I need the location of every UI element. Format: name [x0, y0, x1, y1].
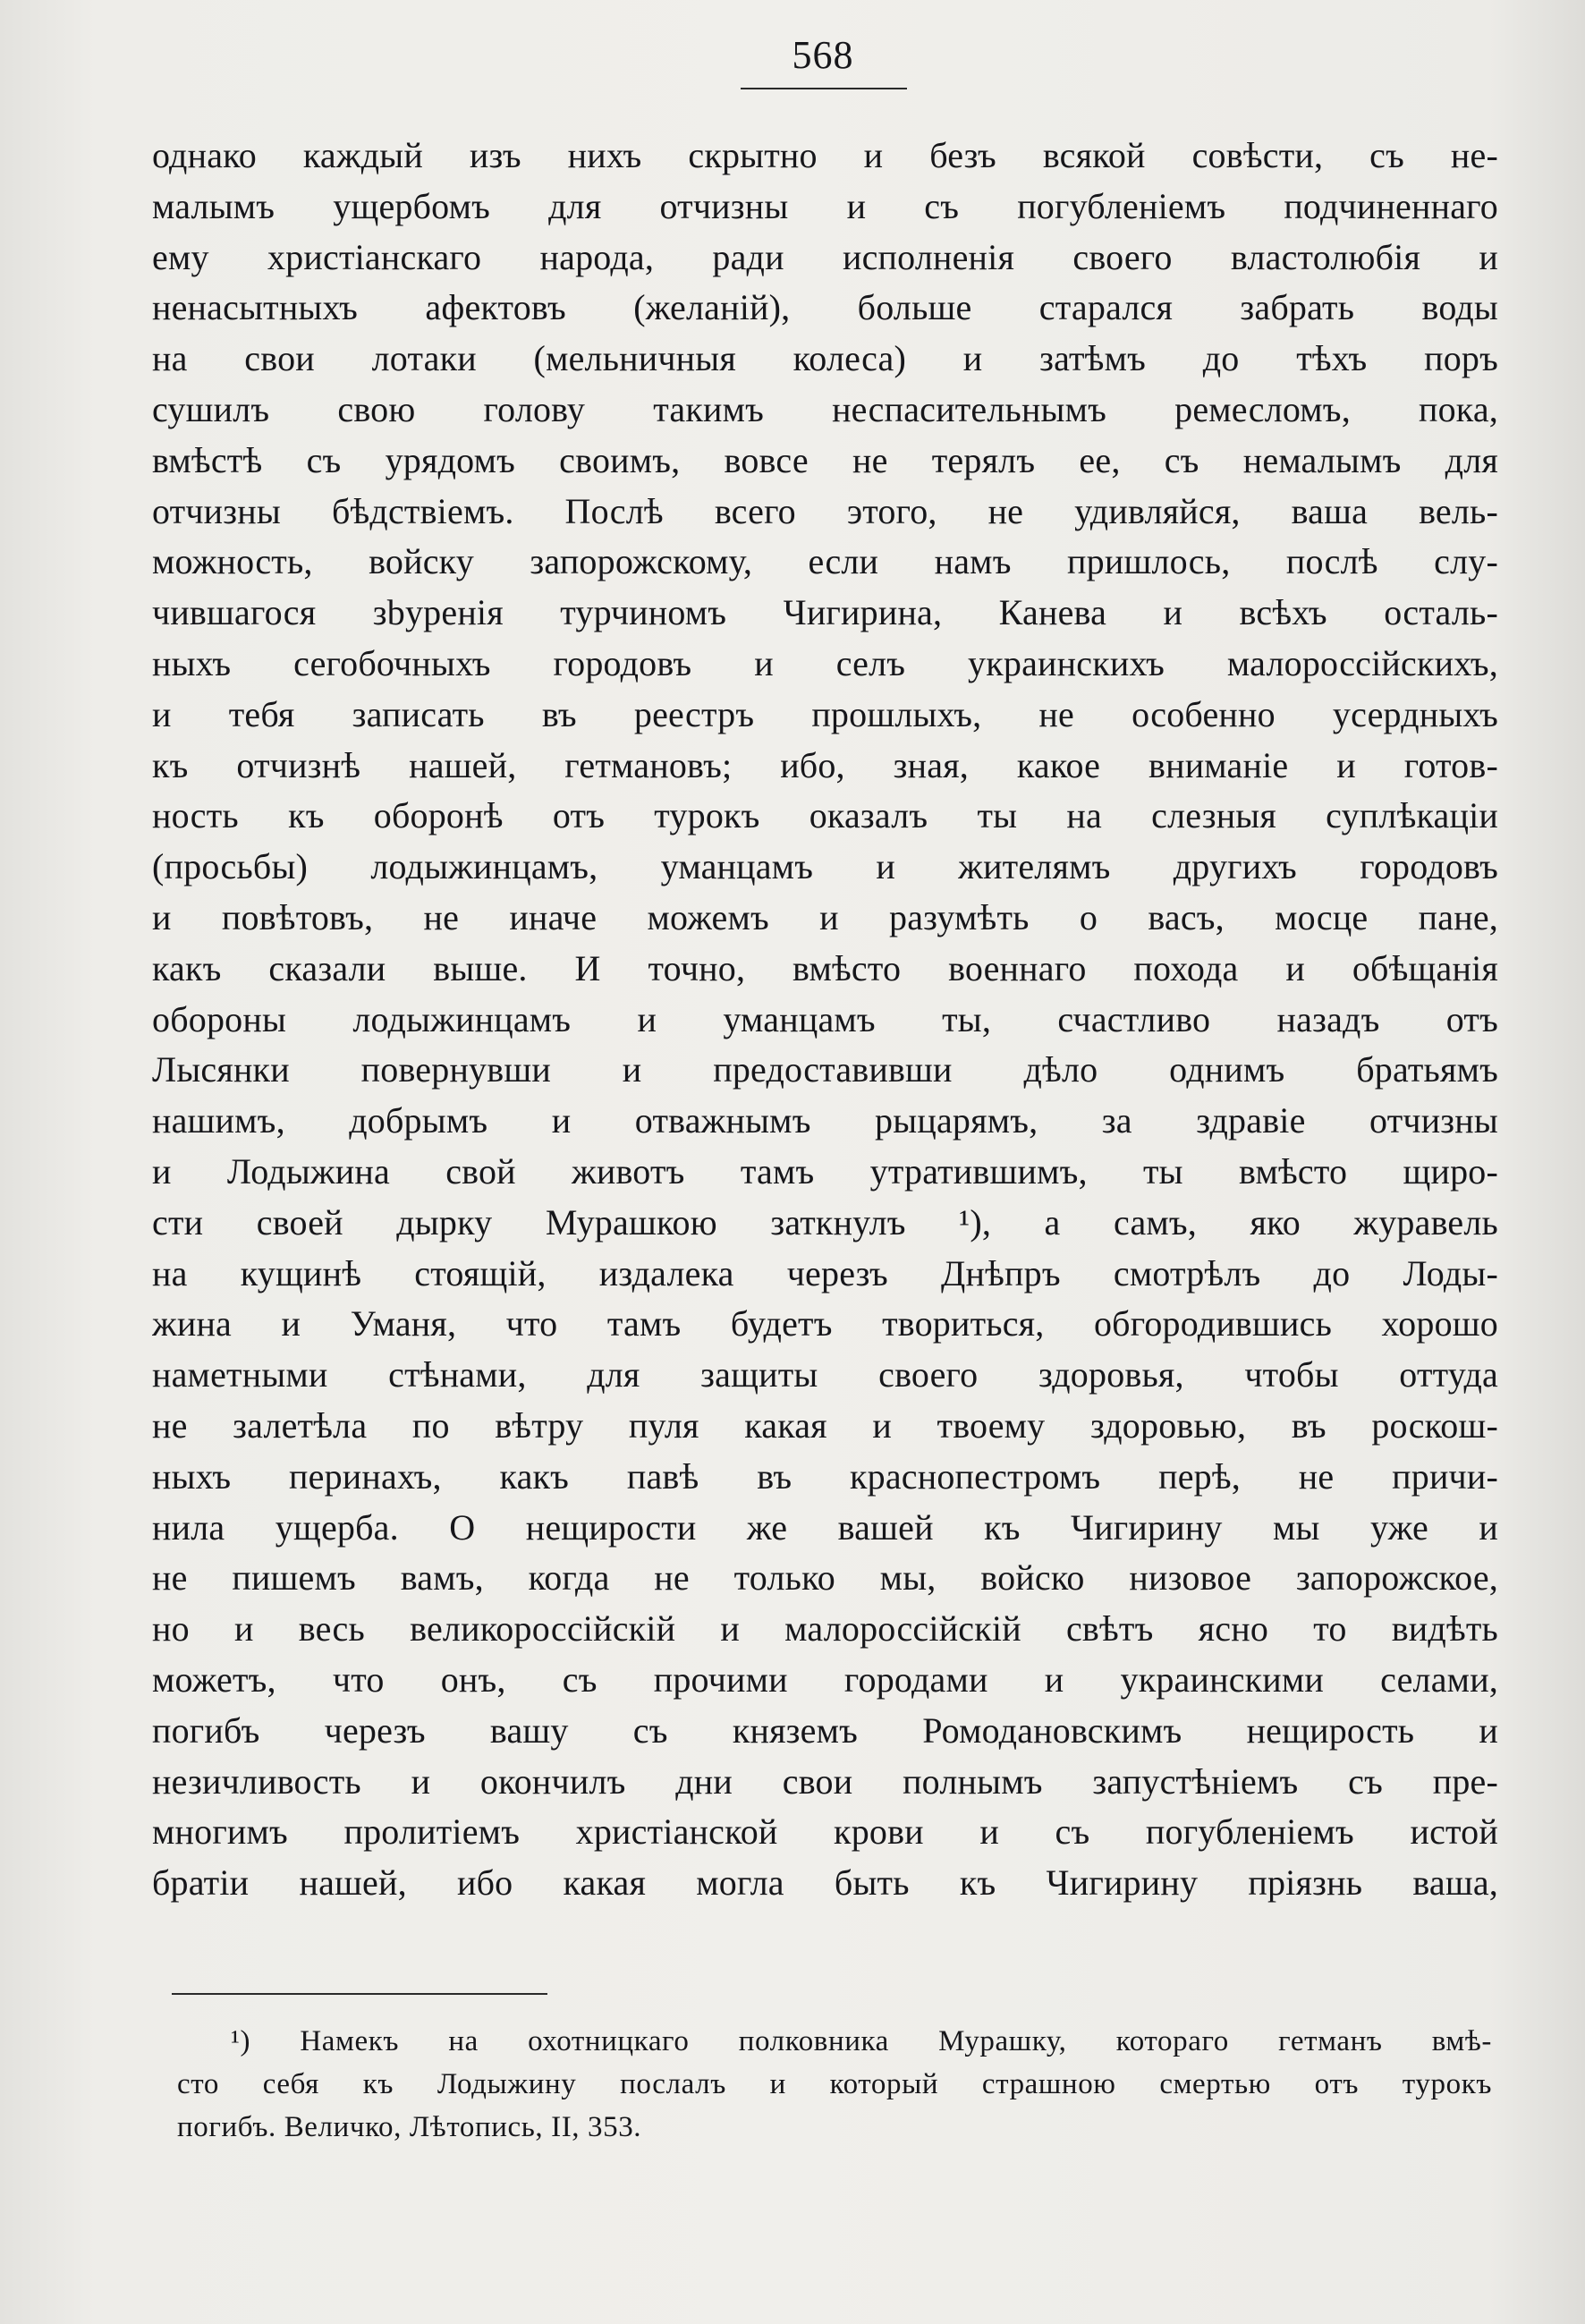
- text-line: на кущинѣ стоящій, издалека черезъ Днѣпръ смотрѣлъ до Лоды-: [152, 1252, 1498, 1293]
- body-text: [152, 131, 1498, 1909]
- text-line: жина и Уманя, что тамъ будетъ твориться, обгородившись хорошо: [152, 1303, 1498, 1344]
- text-line: какъ сказали выше. И точно, вмѣсто военнаго похода и обѣщанія: [152, 947, 1498, 988]
- footnote-line: погибъ. Величко, Лѣтопись, II, 353.: [177, 2111, 642, 2143]
- text-line: (просьбы) лодыжинцамъ, уманцамъ и жителямъ другихъ городовъ: [152, 846, 1498, 887]
- text-line: Лысянки повернувши и предоставивши дѣло однимъ братьямъ: [152, 1049, 1498, 1090]
- text-line: сти своей дырку Мурашкою заткнулъ ¹), а самъ, яко журавель: [152, 1201, 1498, 1243]
- text-line: не залетѣла по вѣтру пуля какая и твоему здоровью, въ роскош-: [152, 1404, 1498, 1446]
- text-line: ему христіанскаго народа, ради исполненія своего властолюбія и: [152, 236, 1498, 277]
- footnote-line: сто себя къ Лодыжину послалъ и который страшною смертью отъ турокъ: [177, 2068, 1492, 2100]
- text-line: наметными стѣнами, для защиты своего здоровья, чтобы оттуда: [152, 1354, 1498, 1395]
- text-line: ненасытныхъ афектовъ (желаній), больше старался забрать воды: [152, 287, 1498, 328]
- text-line: но и весь великороссійскій и малороссійскій свѣтъ ясно то видѣть: [152, 1608, 1498, 1650]
- footnote-separator: [172, 1993, 547, 1995]
- text-line: однако каждый изъ нихъ скрытно и безъ всякой совѣсти, съ не-: [152, 135, 1498, 175]
- text-line: нашимъ, добрымъ и отважнымъ рыцарямъ, за здравіе отчизны: [152, 1100, 1498, 1141]
- text-line: братіи нашей, ибо какая могла быть къ Чигирину пріязнь ваша,: [152, 1862, 1498, 1904]
- text-line: можность, войску запорожскому, если намъ пришлось, послѣ слу-: [152, 541, 1498, 582]
- text-line: ность къ оборонѣ отъ турокъ оказалъ ты на слезныя суплѣкаціи: [152, 795, 1498, 836]
- text-line: ныхъ перинахъ, какъ павѣ въ краснопестромъ перѣ, не причи-: [152, 1455, 1498, 1497]
- text-line: вмѣстѣ съ урядомъ своимъ, вовсе не терялъ ее, съ немалымъ для: [152, 439, 1498, 480]
- text-line: чившагося зbуренія турчиномъ Чигирина, Канева и всѣхъ осталь-: [152, 592, 1498, 633]
- text-line: ныхъ сегобочныхъ городовъ и селъ украинскихъ малороссійскихъ,: [152, 642, 1498, 683]
- text-line: незичливость и окончилъ дни свои полнымъ запустѣніемъ съ пре-: [152, 1760, 1498, 1802]
- text-line: и тебя записать въ реестръ прошлыхъ, не особенно усердныхъ: [152, 693, 1498, 734]
- text-line: сушилъ свою голову такимъ неспасительнымъ ремесломъ, пока,: [152, 388, 1498, 429]
- text-line: малымъ ущербомъ для отчизны и съ погубленіемъ подчиненнаго: [152, 185, 1498, 226]
- text-line: отчизны бѣдствіемъ. Послѣ всего этого, не удивляйся, ваша вель-: [152, 490, 1498, 531]
- page-number-rule: [741, 88, 907, 89]
- footnote-line: ¹) Намекъ на охотницкаго полковника Мурашку, котораго гетманъ вмѣ-: [231, 2025, 1492, 2057]
- text-line: нила ущерба. О нещирости же вашей къ Чигирину мы уже и: [152, 1506, 1498, 1548]
- text-line: къ отчизнѣ нашей, гетмановъ; ибо, зная, какое вниманіе и готов-: [152, 744, 1498, 785]
- page-number: 568: [792, 33, 854, 77]
- text-line: не пишемъ вамъ, когда не только мы, войско низовое запорожское,: [152, 1557, 1498, 1599]
- text-line: на свои лотаки (мельничныя колеса) и затѣмъ до тѣхъ поръ: [152, 338, 1498, 379]
- text-line: обороны лодыжинцамъ и уманцамъ ты, счастливо назадъ отъ: [152, 998, 1498, 1039]
- text-line: многимъ пролитіемъ христіанской крови и съ погубленіемъ истой: [152, 1811, 1498, 1853]
- text-line: можетъ, что онъ, съ прочими городами и украинскими селами,: [152, 1658, 1498, 1700]
- text-line: погибъ черезъ вашу съ княземъ Ромодановскимъ нещирость и: [152, 1709, 1498, 1751]
- text-line: и Лодыжина свой животъ тамъ утратившимъ, ты вмѣсто щиро-: [152, 1150, 1498, 1192]
- footnotes: [177, 2020, 1492, 2149]
- text-line: и повѣтовъ, не иначе можемъ и разумѣть о васъ, мосце пане,: [152, 896, 1498, 937]
